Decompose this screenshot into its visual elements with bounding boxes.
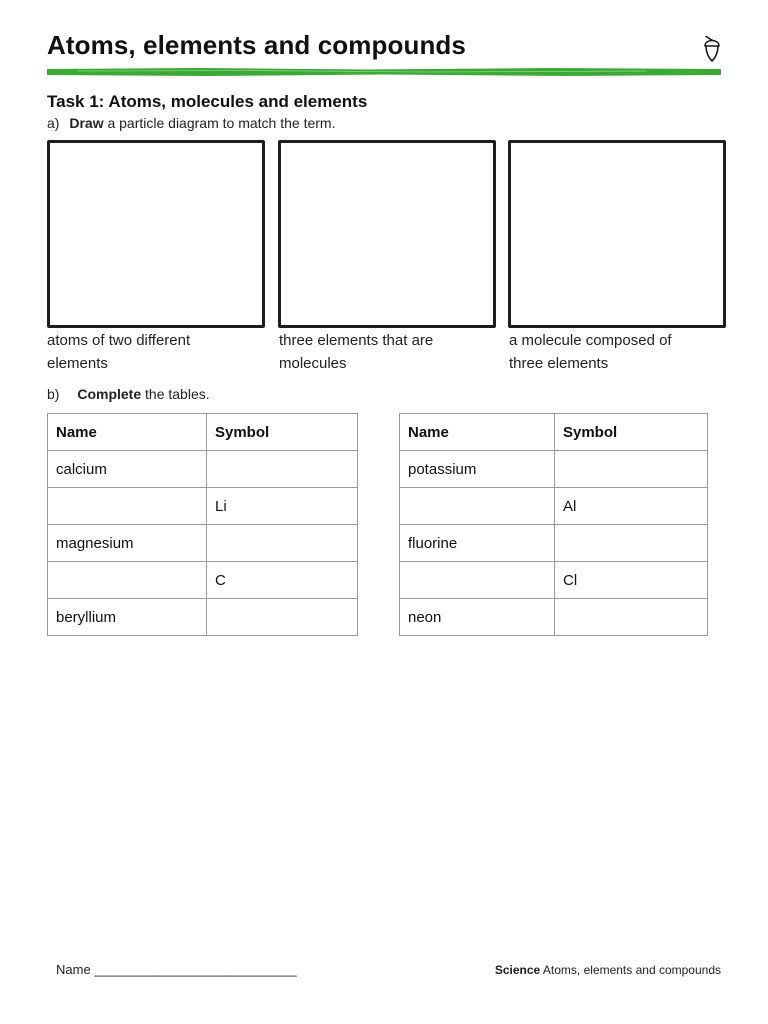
instruction-b — [47, 386, 210, 402]
name-cell: neon — [400, 599, 555, 636]
name-cell: calcium — [48, 451, 207, 488]
instruction-b-verb: Complete — [77, 386, 142, 402]
name-cell: magnesium — [48, 525, 207, 562]
table-row — [48, 562, 358, 599]
table-row — [400, 488, 708, 525]
symbol-answer-cell[interactable] — [207, 451, 358, 488]
table-row — [400, 451, 708, 488]
name-answer-cell[interactable] — [48, 488, 207, 525]
table-row — [48, 599, 358, 636]
drawing-box-2[interactable] — [278, 140, 496, 328]
drawing-box-3[interactable] — [508, 140, 726, 328]
drawing-caption-2: three elements that are molecules — [279, 332, 434, 372]
symbol-cell: Cl — [555, 562, 708, 599]
table-row — [400, 562, 708, 599]
column-header-symbol: Symbol — [555, 414, 708, 451]
symbol-answer-cell[interactable] — [555, 451, 708, 488]
footer-name-field[interactable] — [56, 962, 297, 977]
footer-name-line: ____________________________ — [94, 962, 297, 977]
table-row — [400, 599, 708, 636]
column-header-symbol: Symbol — [207, 414, 358, 451]
table-row — [48, 488, 358, 525]
name-answer-cell[interactable] — [400, 488, 555, 525]
instruction-a — [47, 115, 335, 131]
symbol-cell: Al — [555, 488, 708, 525]
name-answer-cell[interactable] — [48, 562, 207, 599]
page-title: Atoms, elements and compounds — [47, 30, 466, 60]
drawing-caption-3: a molecule composed of three elements — [509, 332, 672, 372]
instruction-a-marker: a) — [47, 115, 60, 131]
acorn-icon — [700, 36, 724, 64]
symbol-answer-cell[interactable] — [207, 525, 358, 562]
table-row — [400, 525, 708, 562]
task-title: Task 1: Atoms, molecules and elements — [47, 92, 368, 111]
name-cell: fluorine — [400, 525, 555, 562]
elements-table-2 — [399, 413, 708, 636]
symbol-answer-cell[interactable] — [207, 599, 358, 636]
footer-topic: Atoms, elements and compounds — [542, 963, 721, 977]
instruction-a-text: a particle diagram to match the term. — [107, 115, 336, 131]
drawing-box-1[interactable] — [47, 140, 265, 328]
instruction-b-marker: b) — [47, 386, 60, 402]
table-header-row — [48, 414, 358, 451]
footer-subject — [495, 963, 721, 977]
instruction-a-verb: Draw — [69, 115, 104, 131]
symbol-answer-cell[interactable] — [555, 525, 708, 562]
table-row — [48, 451, 358, 488]
instruction-b-text: the tables. — [145, 386, 210, 402]
name-cell: potassium — [400, 451, 555, 488]
table-row — [48, 525, 358, 562]
symbol-answer-cell[interactable] — [555, 599, 708, 636]
table-header-row — [400, 414, 708, 451]
drawing-caption-1: atoms of two different elements — [47, 332, 191, 372]
name-answer-cell[interactable] — [400, 562, 555, 599]
symbol-cell: C — [207, 562, 358, 599]
title-underline — [47, 67, 721, 77]
footer-subject-label: Science — [494, 963, 541, 977]
column-header-name: Name — [400, 414, 555, 451]
footer-name-label: Name — [56, 962, 91, 977]
symbol-cell: Li — [207, 488, 358, 525]
name-cell: beryllium — [48, 599, 207, 636]
column-header-name: Name — [48, 414, 207, 451]
elements-table-1 — [47, 413, 358, 636]
